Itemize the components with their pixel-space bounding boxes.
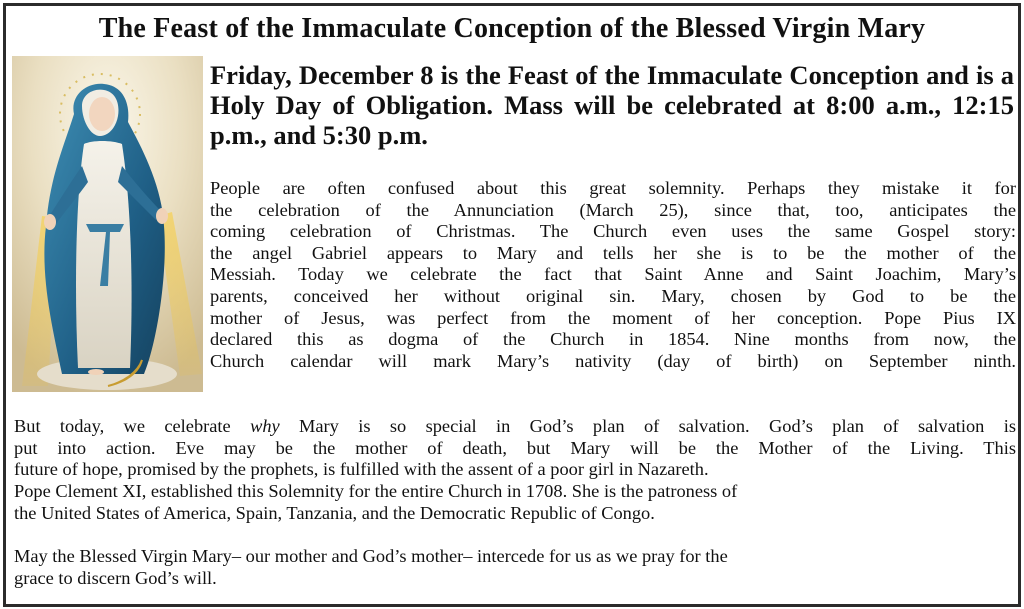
patroness-line-1: Pope Clement XI, established this Solemnity for the entire Church in 1708. She is the patroness of [14,481,738,501]
patroness-line-2: the United States of America, Spain, Tanzania, and the Democratic Republic of Congo. [14,502,655,523]
body-line: mother of Jesus, was perfect from the moment of her conception. Pope Pius IX [210,307,1016,328]
body-line: People are often confused about this great solemnity. Perhaps they mistake it for [210,178,1016,198]
prayer-line-2: grace to discern God’s will. [14,567,217,588]
prayer-line-1: May the Blessed Virgin Mary– our mother and God’s mother– intercede for us as we pray for the [14,546,728,566]
headline-announcement: Friday, December 8 is the Feast of the Immaculate Conception and is a Holy Day of Obligation. Mass will be celebrated at 8:00 a.m., 12:15 p.m., and 5:30 p.m. [210,60,1014,150]
prayer-paragraph [14,546,1016,589]
body-line: Messiah. Today we celebrate the fact that Saint Anne and Saint Joachim, Mary’s [210,264,1016,285]
virgin-mary-illustration [12,56,203,392]
emphasis-why: why [250,416,280,436]
body-line: coming celebration of Christmas. The Church even uses the same Gospel story: [210,221,1016,242]
bulletin-article [3,3,1021,607]
salvation-line-3: future of hope, promised by the prophets, is fulfilled with the assent of a poor girl in Nazareth. [14,459,709,480]
intro-paragraph [210,178,1016,372]
article-title: The Feast of the Immaculate Conception of the Blessed Virgin Mary [98,13,926,44]
salvation-line-1: But today, we celebrate why Mary is so special in God’s plan of salvation. God’s plan of salvation is [14,416,1016,436]
salvation-line-2: put into action. Eve may be the mother of death, but Mary will be the Mother of the Living. This [14,437,1016,458]
body-line: declared this as dogma of the Church in 1854. Nine months from now, the [210,329,1016,350]
body-line: the celebration of the Annunciation (March 25), since that, too, anticipates the [210,199,1016,220]
salvation-paragraph [14,416,1016,481]
patroness-paragraph [14,481,1016,524]
virgin-mary-image [12,56,203,392]
body-line: the angel Gabriel appears to Mary and tells her she is to be the mother of the [210,242,1016,263]
body-line: Church calendar will mark Mary’s nativity (day of birth) on September ninth. [210,350,1016,371]
body-line: parents, conceived her without original sin. Mary, chosen by God to be the [210,285,1016,306]
